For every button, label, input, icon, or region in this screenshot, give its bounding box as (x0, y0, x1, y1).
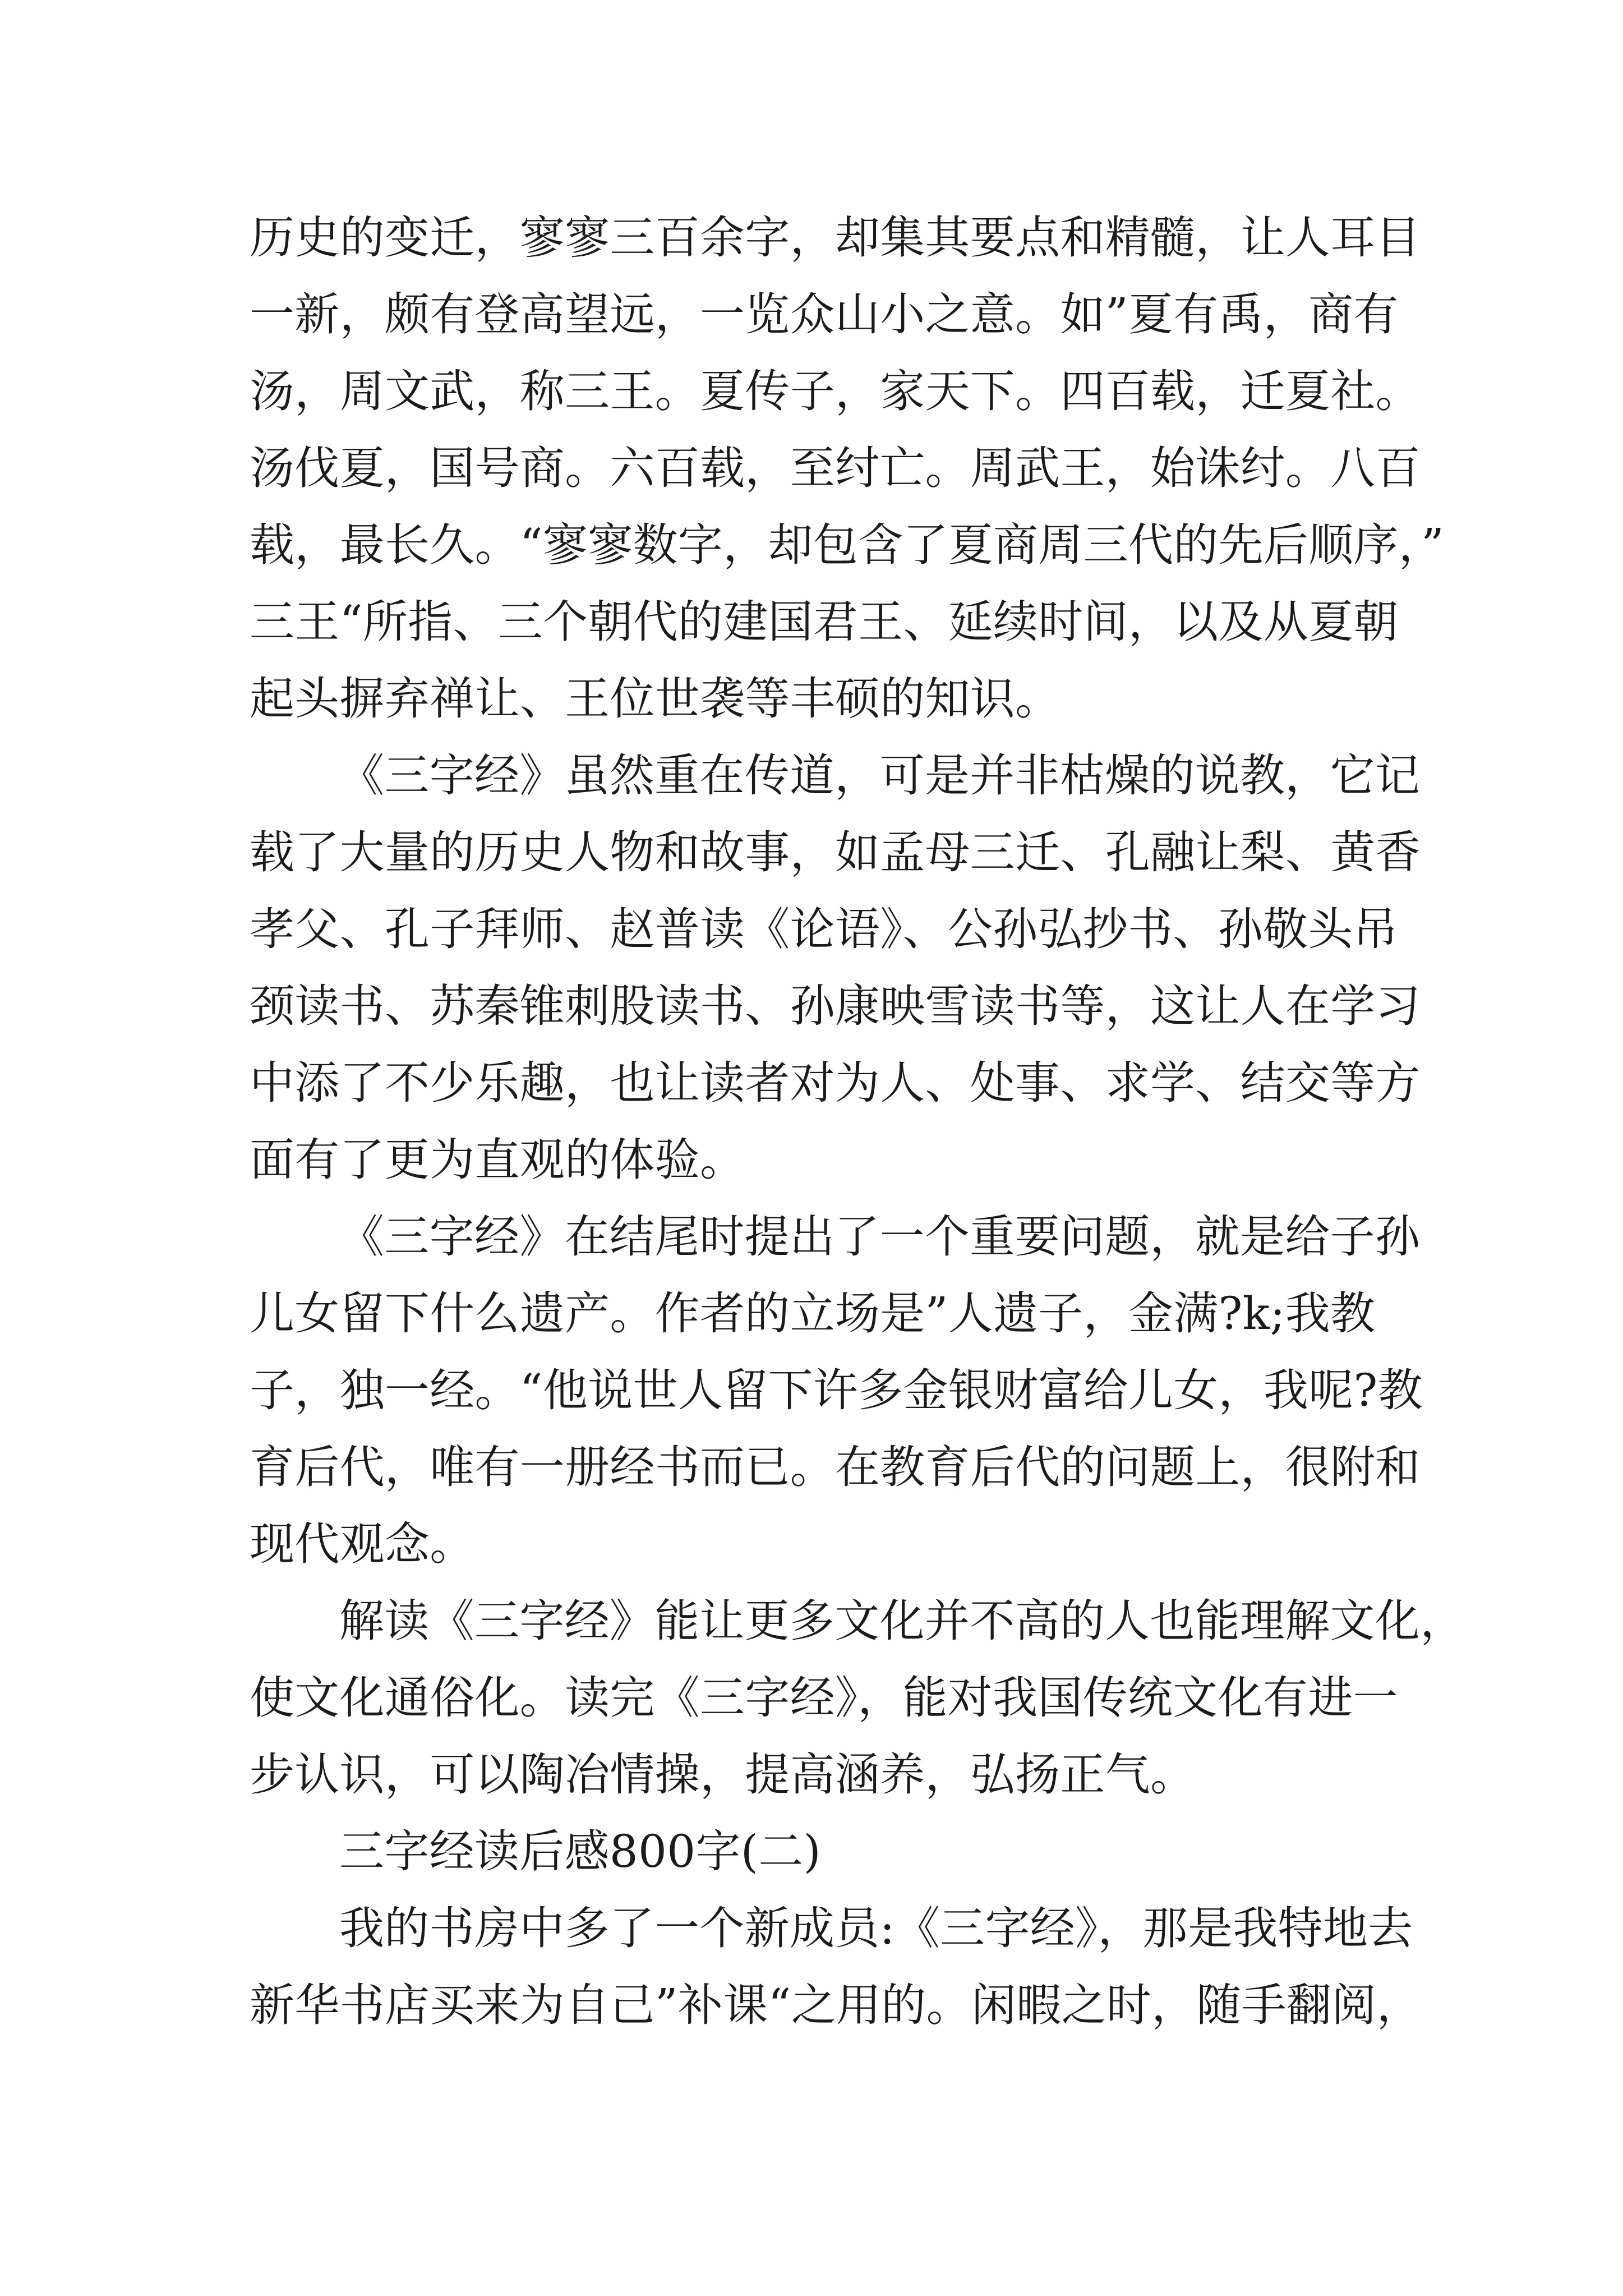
text-line: 现代观念。 (250, 1518, 475, 1570)
text-line: 育后代，唯有一册经书而已。在教育后代的问题上，很附和 (250, 1441, 1421, 1493)
text-line: 汤伐夏，国号商。六百载，至纣亡。周武王，始诛纣。八百 (250, 442, 1421, 494)
paragraph-start-line: 解读《三字经》能让更多文化并不高的人也能理解文化， (339, 1595, 1465, 1647)
text-line: 载，最长久。“寥寥数字，却包含了夏商周三代的先后顺序，” (250, 519, 1445, 571)
paragraph-start-line: 《三字经》在结尾时提出了一个重要问题，就是给子孙 (339, 1211, 1421, 1263)
text-line: 历史的变迁，寥寥三百余字，却集其要点和精髓，让人耳目 (250, 211, 1421, 264)
document-body (250, 199, 1465, 2044)
text-line: 汤，周文武，称三王。夏传子，家天下。四百载，迁夏社。 (250, 365, 1421, 417)
text-line: 使文化通俗化。读完《三字经》，能对我国传统文化有进一 (250, 1672, 1398, 1724)
text-line: 面有了更为直观的体验。 (250, 1134, 745, 1186)
text-line: 起头摒弃禅让、王位世袭等丰硕的知识。 (250, 673, 1061, 725)
text-line: 中添了不少乐趣，也让读者对为人、处事、求学、结交等方 (250, 1057, 1421, 1109)
text-line: 三王“所指、三个朝代的建国君王、延续时间，以及从夏朝 (250, 596, 1399, 648)
paragraph-start-line: 我的书房中多了一个新成员:《三字经》，那是我特地去 (339, 1902, 1413, 1954)
text-line: 子，独一经。“他说世人留下许多金银财富给儿女，我呢?教 (250, 1364, 1423, 1416)
text-line: 儿女留下什么遗产。作者的立场是”人遗子，金满?k;我教 (250, 1287, 1376, 1340)
text-line: 新华书店买来为自己”补课“之用的。闲暇之时，随手翻阅， (250, 1979, 1422, 2031)
paragraph-start-line: 《三字经》虽然重在传道，可是并非枯燥的说教，它记 (339, 749, 1421, 802)
text-line: 步认识，可以陶冶情操，提高涵养，弘扬正气。 (250, 1749, 1196, 1801)
text-line: 孝父、孔子拜师、赵普读《论语》、公孙弘抄书、孙敬头吊 (250, 903, 1398, 955)
text-line: 载了大量的历史人物和故事，如孟母三迁、孔融让梨、黄香 (250, 826, 1421, 878)
text-line: 一新，颇有登高望远，一览众山小之意。如”夏有禹，商有 (250, 288, 1399, 341)
section-heading: 三字经读后感800字(二) (339, 1825, 822, 1878)
text-line: 颈读书、苏秦锥刺股读书、孙康映雪读书等，这让人在学习 (250, 980, 1421, 1032)
